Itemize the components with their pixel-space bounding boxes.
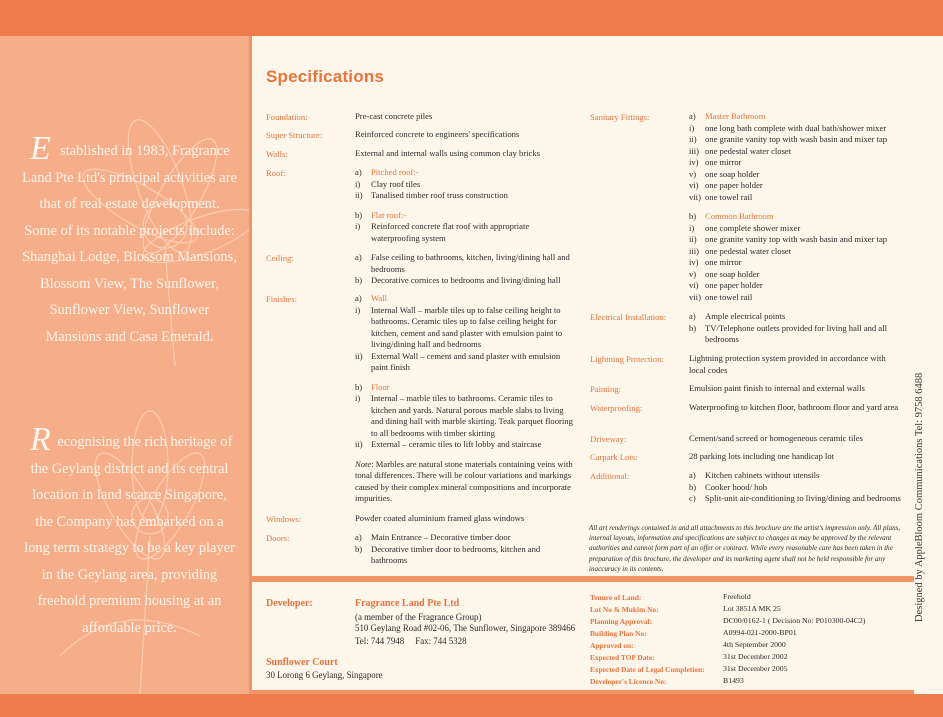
page-title: Specifications: [266, 67, 385, 86]
item-marker: iv): [689, 157, 699, 167]
item-marker: ii): [355, 190, 363, 200]
common-bathroom-title: Common Bathroom: [705, 211, 774, 221]
design-credit: Designed by AppleBloom Communications Tel: 9758 6488: [914, 372, 925, 622]
list-item: Decorative cornices to bedrooms and living/dining hall: [371, 275, 561, 285]
item-marker: b): [689, 322, 697, 333]
item-marker: b): [355, 275, 363, 285]
painting-text: Emulsion paint finish to internal and external walls: [689, 383, 865, 393]
driveway-label: Driveway:: [590, 434, 627, 444]
waterproofing-label: Waterproofing:: [590, 403, 643, 413]
list-item: one mirror: [705, 157, 742, 167]
planning-value: DC00/0162-1 ( Decision No: P010300-04C2): [723, 616, 866, 625]
note-label: Note: [355, 458, 372, 469]
carpark-text: 28 parking lots including one handicap lot: [689, 451, 835, 461]
item-marker: ii): [355, 350, 363, 361]
list-item: one pedestal water closet: [705, 245, 792, 256]
project-name: Sunflower Court: [266, 657, 338, 668]
list-item: one granite vanity top with wash basin and mixer tap: [705, 234, 888, 244]
foundation-label: Foundation:: [266, 112, 308, 122]
disclaimer: All art renderings contained in and all attachments to this brochure are the artist's impression only. All plans, internal layouts, information and specifications are subject to changes as may be approved by the relevant authorities and cannot form part of an offer or contract. While every reasonable care has been taken in the preparation of this brochure, the developer and its marketing agent shall not be held responsible for any inaccuracy in its contents.: [589, 524, 901, 573]
item-marker: a): [689, 470, 696, 480]
item-marker: b): [689, 211, 697, 221]
credit-strip: [914, 36, 943, 694]
note-text: : Marbles are natural stone materials containing veins with tonal differences. There will be colour variations and markings caused by their complex mineral compositions and incorporate impurities.: [355, 458, 573, 503]
lightning-text: Lightning protection system provided in accordance with local codes: [689, 353, 886, 375]
building-plan-label: Building Plan No:: [590, 629, 647, 638]
item-marker: b): [355, 381, 363, 392]
list-item: Split-unit air-conditioning to living/dining and bedrooms: [705, 493, 901, 503]
item-marker: b): [689, 481, 697, 492]
item-marker: ii): [689, 234, 697, 244]
item-marker: iii): [689, 145, 700, 156]
licence-value: B1493: [723, 676, 744, 685]
developer-label: Developer:: [266, 598, 313, 609]
list-item: one paper holder: [705, 280, 763, 290]
item-marker: v): [689, 268, 697, 279]
item-marker: ii): [355, 439, 363, 449]
developer-name: Fragrance Land Pte Ltd: [355, 598, 460, 609]
list-item: Kitchen cabinets without utensils: [705, 470, 820, 480]
item-marker: i): [355, 178, 361, 189]
developer-phone: Tel: 744 7948 Fax: 744 5328: [355, 636, 467, 646]
dropcap-r: R: [30, 421, 51, 458]
sanitary-label: Sanitary Fittings:: [590, 112, 650, 122]
windows-label: Windows:: [266, 514, 301, 524]
dropcap-e: E: [30, 130, 51, 167]
top-band: [0, 0, 943, 36]
list-item: External – ceramic tiles to lift lobby and staircase: [371, 439, 542, 449]
intro-text-1: stablished in 1983, Fragrance Land Pte Ltd's principal activities are that of real estate development. Some of its notable projects include: Shanghai Lodge, Blossom Mansions, Blossom View, The Sunflower, Sunflower View, Sunflower Mansions and Casa Emerald.: [22, 143, 237, 345]
licence-label: Developer's Licence No:: [590, 677, 667, 686]
electrical-list: [689, 311, 904, 346]
list-item: Main Entrance – Decorative timber door: [371, 532, 511, 542]
list-item: Ample electrical points: [705, 311, 786, 321]
roof-list: [355, 167, 570, 244]
developer-address: 510 Geylang Road #02-06, The Sunflower, Singapore 389466: [355, 623, 576, 633]
item-marker: i): [689, 222, 695, 233]
list-item: one mirror: [705, 257, 742, 267]
list-item: one towel rail: [705, 291, 753, 302]
finishes-label: Finishes:: [266, 294, 298, 304]
common-bathroom-list: [689, 211, 904, 303]
building-plan-value: A0994-021-2000-BP01: [723, 628, 797, 637]
list-item: one granite vanity top with wash basin and mixer tap: [705, 134, 888, 144]
list-item: one towel rail: [705, 191, 753, 202]
master-bathroom-list: [689, 111, 904, 203]
list-item: one soap holder: [705, 168, 760, 179]
walls-text: External and internal walls using common clay bricks: [355, 148, 540, 158]
list-item: TV/Telephone outlets provided for living hall and all bedrooms: [705, 322, 887, 344]
item-marker: vi): [689, 280, 699, 290]
additional-label: Additional:: [590, 471, 630, 481]
windows-text: Powder coated aluminium framed glass windows: [355, 513, 525, 523]
item-marker: v): [689, 168, 697, 179]
item-marker: iii): [689, 245, 700, 256]
item-marker: a): [355, 252, 362, 262]
item-marker: a): [355, 167, 362, 177]
super-structure-text: Reinforced concrete to engineers' specifications: [355, 129, 520, 139]
driveway-text: Cement/sand screed or homogeneous ceramic tiles: [689, 433, 863, 443]
item-marker: i): [355, 304, 361, 315]
intro-paragraph-1: [22, 130, 237, 350]
intro-paragraph-2: [22, 421, 237, 641]
developer-group: (a member of the Fragrance Group): [355, 612, 482, 622]
super-structure-label: Super Structure:: [266, 130, 323, 140]
finishes-list: [355, 293, 573, 505]
doors-list: [355, 532, 570, 567]
bottom-band: [0, 694, 943, 717]
planning-label: Planning Approval:: [590, 617, 653, 626]
approved-label: Approved on:: [590, 641, 634, 650]
item-marker: b): [355, 543, 363, 554]
item-marker: a): [355, 293, 362, 303]
item-marker: b): [355, 209, 363, 220]
item-marker: c): [689, 493, 696, 503]
list-item: one long bath complete with dual bath/shower mixer: [705, 122, 887, 133]
tenure-value: Freehold: [723, 592, 751, 601]
master-bathroom-title: Master Bathroom: [705, 111, 766, 121]
list-item: one paper holder: [705, 180, 763, 190]
doors-label: Doors:: [266, 533, 290, 543]
top-date-value: 31st December 2002: [723, 652, 788, 661]
foundation-text: Pre-cast concrete piles: [355, 111, 433, 121]
item-marker: ii): [689, 134, 697, 144]
list-item: Clay roof tiles: [371, 178, 421, 189]
list-item: False ceiling to bathrooms, kitchen, living/dining hall and bedrooms: [371, 252, 570, 274]
ceiling-label: Ceiling:: [266, 253, 294, 263]
legal-completion-label: Expected Date of Legal Completion:: [590, 665, 705, 674]
wall-title: Wall: [371, 293, 388, 303]
lightning-label: Lightning Protection:: [590, 354, 664, 364]
item-marker: vi): [689, 180, 699, 190]
list-item: External Wall – cement and sand plaster with emulsion paint finish: [371, 350, 561, 372]
project-address: 30 Lorong 6 Geylang, Singapore: [266, 670, 383, 680]
item-marker: a): [689, 311, 696, 321]
additional-list: [689, 470, 904, 505]
list-item: one complete shower mixer: [705, 222, 801, 233]
electrical-label: Electrical Installation:: [590, 312, 667, 322]
carpark-label: Carpark Lots:: [590, 452, 638, 462]
item-marker: i): [355, 221, 361, 231]
approved-value: 4th September 2000: [723, 640, 786, 649]
top-date-label: Expected TOP Date:: [590, 653, 655, 662]
list-item: Reinforced concrete flat roof with appropriate waterproofing system: [371, 221, 530, 243]
item-marker: a): [355, 532, 362, 542]
item-marker: iv): [689, 257, 699, 267]
waterproofing-text: Waterproofing to kitchen floor, bathroom floor and yard area: [689, 402, 899, 412]
list-item: one soap holder: [705, 268, 760, 279]
item-marker: vii): [689, 291, 701, 302]
pitched-roof-title: Pitched roof:-: [371, 167, 419, 177]
list-item: Cooker hood/ hob: [705, 481, 768, 492]
intro-text-2: ecognising the rich heritage of the Geylang district and its central location in land scarce Singapore, the Company has embarked on a long term strategy to be a key player in the Geylang area, providing freehold premium housing at an affordable price.: [24, 434, 235, 636]
painting-label: Painting:: [590, 384, 622, 394]
list-item: Tanalised timber roof truss construction: [371, 190, 508, 200]
item-marker: a): [689, 111, 696, 121]
item-marker: i): [689, 122, 695, 133]
legal-completion-value: 31st December 2005: [723, 664, 788, 673]
list-item: Internal – marble tiles to bathrooms. Ceramic tiles to kitchen and yards. Natural porous marble slabs to living and dining hall with marble skirting. Teak parquet flooring to all bedrooms with timber skirting: [371, 393, 573, 438]
tenure-label: Tenure of Land:: [590, 593, 642, 602]
roof-label: Roof:: [266, 168, 286, 178]
item-marker: i): [355, 393, 361, 403]
list-item: Internal Wall – marble tiles up to false ceiling height to bathrooms. Ceramic tiles up to false ceiling height for kitchen, cement and sand plaster with emulsion paint to living/dining hall and bedrooms: [371, 304, 563, 349]
lot-label: Lot No & Mukim No:: [590, 605, 659, 614]
walls-label: Walls:: [266, 149, 288, 159]
lot-value: Lot 3851A MK 25: [723, 604, 781, 613]
list-item: Decorative timber door to bedrooms, kitchen and bathrooms: [371, 543, 541, 565]
flat-roof-title: Flat roof:-: [371, 209, 407, 220]
finishes-note: [355, 459, 573, 505]
item-marker: vii): [689, 191, 701, 202]
ceiling-list: [355, 252, 570, 287]
list-item: one pedestal water closet: [705, 145, 792, 156]
floor-title: Floor: [371, 381, 390, 392]
